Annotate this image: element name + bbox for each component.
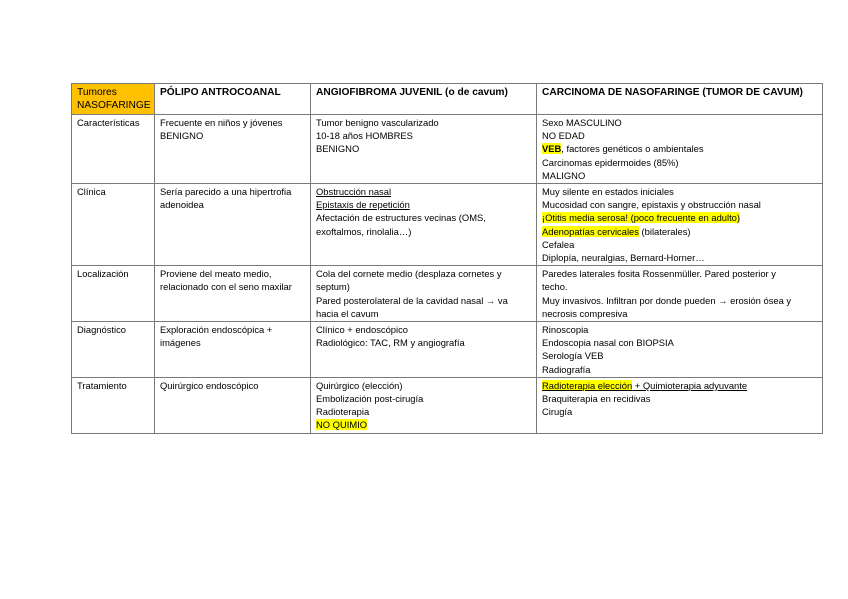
cell-line: Carcinomas epidermoides (85%) xyxy=(542,156,679,168)
cell-line xyxy=(316,418,531,431)
cell-line: Quirúrgico (elección) xyxy=(316,379,403,391)
cell-line: BENIGNO xyxy=(160,130,204,142)
header-angiofibroma-juvenil: ANGIOFIBROMA JUVENIL (o de cavum) xyxy=(311,84,537,115)
cell-line: Radiológico: TAC, RM y angiografía xyxy=(316,337,465,349)
cell-carcinoma xyxy=(537,184,823,266)
cell-line xyxy=(542,142,817,155)
header-corner-line-2: NASOFARINGE xyxy=(77,100,151,112)
cell-polipo xyxy=(155,322,311,378)
highlight-no-quimio: NO QUIMIO xyxy=(316,419,368,431)
cell-line: Tumor benigno vascularizado xyxy=(316,117,439,128)
cell-line-underlined: Epistaxis de repetición xyxy=(316,199,410,211)
cell-line-underlined: Obstrucción nasal xyxy=(316,186,392,198)
cell-line: Cefalea xyxy=(542,238,575,250)
cell-line: Sería parecido a una hipertrofia xyxy=(160,186,292,198)
cell-line: relacionado con el seno maxilar xyxy=(160,281,292,293)
cell-polipo xyxy=(155,377,311,433)
cell-carcinoma xyxy=(537,115,823,184)
cell-line: hacia el cavum xyxy=(316,307,379,319)
cell-line: Paredes laterales fosita Rossenmüller. Pared posterior y xyxy=(542,268,776,280)
cell-polipo xyxy=(155,184,311,266)
cell-line: Pared posterolateral de la cavidad nasal → va xyxy=(316,294,508,306)
cell-line: Proviene del meato medio, xyxy=(160,268,272,280)
cell-line: Radiografía xyxy=(542,363,591,375)
cell-carcinoma xyxy=(537,322,823,378)
row-label: Clínica xyxy=(72,184,155,266)
cell-line: Cirugía xyxy=(542,406,573,418)
cell-line: techo. xyxy=(542,281,568,293)
cell-line: Braquiterapia en recidivas xyxy=(542,393,651,405)
cell-line xyxy=(542,225,817,238)
cell-line: 10-18 años HOMBRES xyxy=(316,130,413,142)
table-row-diagnostico xyxy=(72,322,823,378)
cell-line: Muy silente en estados iniciales xyxy=(542,186,674,198)
cell-line: imágenes xyxy=(160,337,201,349)
row-label: Diagnóstico xyxy=(72,322,155,378)
cell-polipo xyxy=(155,266,311,322)
cell-line: BENIGNO xyxy=(316,143,360,155)
cell-angiofibroma xyxy=(311,322,537,378)
cell-line: Embolización post-cirugía xyxy=(316,393,424,405)
cell-line: NO EDAD xyxy=(542,130,585,142)
tumores-nasofaringe-table xyxy=(71,83,823,434)
cell-angiofibroma xyxy=(311,184,537,266)
cell-line: Rinoscopia xyxy=(542,324,589,336)
table-row-caracteristicas xyxy=(72,115,823,184)
cell-line: Clínico + endoscópico xyxy=(316,324,408,336)
cell-angiofibroma xyxy=(311,115,537,184)
cell-line: Serología VEB xyxy=(542,350,604,362)
cell-line: Quirúrgico endoscópico xyxy=(160,379,259,391)
table-header-row xyxy=(72,84,823,115)
row-label: Tratamiento xyxy=(72,377,155,433)
cell-line: Muy invasivos. Infiltran por donde pueden → erosión ósea y xyxy=(542,294,792,306)
table-row-localizacion xyxy=(72,266,823,322)
cell-line: Diplopía, neuralgias, Bernard-Horner… xyxy=(542,252,705,264)
cell-line: exoftalmos, rinolalia…) xyxy=(316,225,412,237)
cell-line: Cola del cornete medio (desplaza cornetes y xyxy=(316,268,502,280)
cell-line: septum) xyxy=(316,281,350,293)
cell-line xyxy=(542,379,817,392)
cell-line: Endoscopia nasal con BIOPSIA xyxy=(542,337,674,349)
highlight-veb: VEB xyxy=(542,143,562,155)
cell-line: Exploración endoscópica + xyxy=(160,324,273,336)
cell-angiofibroma xyxy=(311,377,537,433)
row-label: Características xyxy=(72,115,155,184)
cell-line: Radioterapia xyxy=(316,406,370,418)
cell-carcinoma xyxy=(537,266,823,322)
cell-line: Frecuente en niños y jóvenes xyxy=(160,117,283,128)
cell-line: Afectación de estructures vecinas (OMS, xyxy=(316,212,486,224)
table-row-tratamiento xyxy=(72,377,823,433)
cell-line xyxy=(542,211,817,224)
header-corner-line-1: Tumores xyxy=(77,87,117,98)
highlight-adenopatias: Adenopatías cervicales xyxy=(542,225,639,237)
highlight-otitis: ¡Otitis media serosa! (poco frecuente en adulto) xyxy=(542,212,741,224)
cell-line: Mucosidad con sangre, epistaxis y obstrucción nasal xyxy=(542,199,761,211)
cell-line: MALIGNO xyxy=(542,169,586,181)
cell-line-rest: + Quimioterapia adyuvante xyxy=(632,379,748,391)
cell-angiofibroma xyxy=(311,266,537,322)
row-label: Localización xyxy=(72,266,155,322)
highlight-radioterapia: Radioterapia elección xyxy=(542,379,633,391)
header-carcinoma-nasofaringe: CARCINOMA DE NASOFARINGE (TUMOR DE CAVUM) xyxy=(537,84,823,115)
cell-line-rest: , factores genéticos o ambientales xyxy=(561,143,704,155)
cell-line: necrosis compresiva xyxy=(542,307,628,319)
cell-line: Sexo MASCULINO xyxy=(542,117,622,128)
header-polipo-antrocoanal: PÓLIPO ANTROCOANAL xyxy=(155,84,311,115)
cell-polipo xyxy=(155,115,311,184)
cell-carcinoma xyxy=(537,377,823,433)
cell-line-rest: (bilaterales) xyxy=(638,225,691,237)
cell-line: adenoidea xyxy=(160,199,204,211)
table-row-clinica xyxy=(72,184,823,266)
header-corner-cell xyxy=(72,84,155,115)
